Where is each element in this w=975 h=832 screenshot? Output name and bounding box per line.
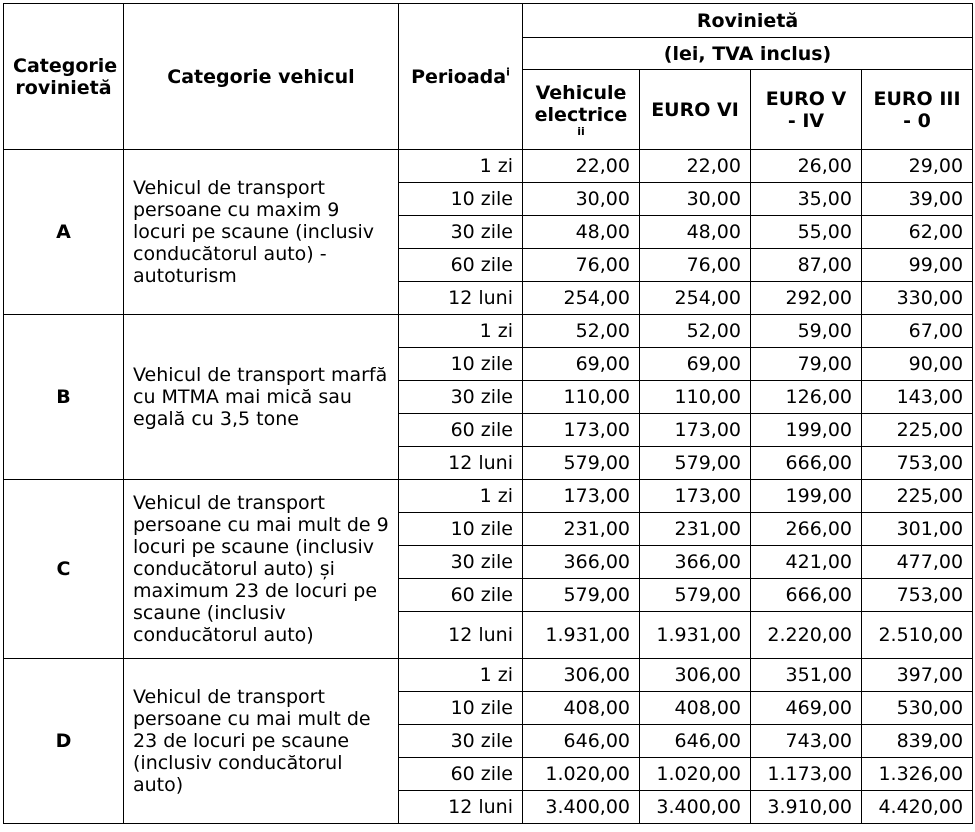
period-cell: 10 zile <box>399 183 523 216</box>
price-cell: 666,00 <box>751 579 862 612</box>
period-cell: 10 zile <box>399 513 523 546</box>
price-cell: 225,00 <box>862 480 973 513</box>
price-cell: 839,00 <box>862 725 973 758</box>
price-cell: 579,00 <box>523 579 640 612</box>
price-cell: 76,00 <box>640 249 751 282</box>
period-cell: 60 zile <box>399 758 523 791</box>
price-cell: 306,00 <box>523 659 640 692</box>
period-cell: 12 luni <box>399 612 523 659</box>
price-cell: 3.910,00 <box>751 791 862 824</box>
period-cell: 1 zi <box>399 315 523 348</box>
price-cell: 52,00 <box>523 315 640 348</box>
price-cell: 231,00 <box>523 513 640 546</box>
price-cell: 99,00 <box>862 249 973 282</box>
header-col-euro-iii-0: EURO III - 0 <box>862 70 973 150</box>
price-cell: 266,00 <box>751 513 862 546</box>
period-cell: 12 luni <box>399 447 523 480</box>
perioada-footnote-mark: i <box>506 65 510 79</box>
period-cell: 10 zile <box>399 692 523 725</box>
price-cell: 199,00 <box>751 414 862 447</box>
price-cell: 1.931,00 <box>523 612 640 659</box>
price-cell: 79,00 <box>751 348 862 381</box>
table-row <box>4 150 973 183</box>
period-cell: 30 zile <box>399 725 523 758</box>
price-cell: 753,00 <box>862 579 973 612</box>
header-col-euro-vi: EURO VI <box>640 70 751 150</box>
period-cell: 30 zile <box>399 381 523 414</box>
table-header <box>4 4 973 150</box>
header-categorie-rovinieta: Categorie rovinietă <box>4 4 124 150</box>
period-cell: 12 luni <box>399 791 523 824</box>
price-cell: 292,00 <box>751 282 862 315</box>
period-cell: 60 zile <box>399 414 523 447</box>
period-cell: 60 zile <box>399 579 523 612</box>
vehicle-description-cell: Vehicul de transport persoane cu mai mult de 9 locuri pe scaune (inclusiv conducătorul auto) și maximum 23 de locuri pe scaune (inclusiv conducătorul auto) <box>124 480 399 659</box>
price-cell: 330,00 <box>862 282 973 315</box>
price-cell: 2.220,00 <box>751 612 862 659</box>
perioada-label: Perioada <box>411 65 507 88</box>
price-cell: 26,00 <box>751 150 862 183</box>
period-cell: 1 zi <box>399 150 523 183</box>
price-cell: 87,00 <box>751 249 862 282</box>
period-cell: 1 zi <box>399 480 523 513</box>
price-cell: 254,00 <box>523 282 640 315</box>
price-cell: 366,00 <box>640 546 751 579</box>
price-cell: 469,00 <box>751 692 862 725</box>
header-col-electrice <box>523 70 640 150</box>
price-cell: 143,00 <box>862 381 973 414</box>
price-cell: 366,00 <box>523 546 640 579</box>
period-cell: 12 luni <box>399 282 523 315</box>
price-cell: 69,00 <box>523 348 640 381</box>
price-cell: 1.931,00 <box>640 612 751 659</box>
vehicle-description-cell: Vehicul de transport marfă cu MTMA mai mică sau egală cu 3,5 tone <box>124 315 399 480</box>
price-cell: 39,00 <box>862 183 973 216</box>
price-cell: 110,00 <box>523 381 640 414</box>
price-cell: 1.020,00 <box>640 758 751 791</box>
price-cell: 173,00 <box>523 480 640 513</box>
price-cell: 69,00 <box>640 348 751 381</box>
price-cell: 1.173,00 <box>751 758 862 791</box>
price-cell: 579,00 <box>640 447 751 480</box>
price-cell: 408,00 <box>523 692 640 725</box>
price-cell: 199,00 <box>751 480 862 513</box>
price-cell: 3.400,00 <box>523 791 640 824</box>
price-cell: 48,00 <box>523 216 640 249</box>
price-cell: 35,00 <box>751 183 862 216</box>
price-cell: 3.400,00 <box>640 791 751 824</box>
price-cell: 421,00 <box>751 546 862 579</box>
price-cell: 30,00 <box>523 183 640 216</box>
price-cell: 351,00 <box>751 659 862 692</box>
price-cell: 48,00 <box>640 216 751 249</box>
price-cell: 225,00 <box>862 414 973 447</box>
price-cell: 530,00 <box>862 692 973 725</box>
price-cell: 408,00 <box>640 692 751 725</box>
category-cell: A <box>4 150 124 315</box>
category-cell: C <box>4 480 124 659</box>
price-cell: 666,00 <box>751 447 862 480</box>
price-cell: 30,00 <box>640 183 751 216</box>
price-cell: 579,00 <box>640 579 751 612</box>
table-row <box>4 315 973 348</box>
price-cell: 579,00 <box>523 447 640 480</box>
price-cell: 173,00 <box>640 414 751 447</box>
price-cell: 4.420,00 <box>862 791 973 824</box>
price-cell: 173,00 <box>523 414 640 447</box>
price-cell: 110,00 <box>640 381 751 414</box>
price-cell: 173,00 <box>640 480 751 513</box>
period-cell: 30 zile <box>399 216 523 249</box>
price-cell: 67,00 <box>862 315 973 348</box>
price-cell: 55,00 <box>751 216 862 249</box>
period-cell: 60 zile <box>399 249 523 282</box>
price-cell: 254,00 <box>640 282 751 315</box>
rovinieta-tariff-table <box>3 3 973 824</box>
price-cell: 22,00 <box>640 150 751 183</box>
price-cell: 62,00 <box>862 216 973 249</box>
price-cell: 646,00 <box>523 725 640 758</box>
price-cell: 22,00 <box>523 150 640 183</box>
price-cell: 126,00 <box>751 381 862 414</box>
category-cell: D <box>4 659 124 824</box>
price-cell: 52,00 <box>640 315 751 348</box>
price-cell: 59,00 <box>751 315 862 348</box>
category-cell: B <box>4 315 124 480</box>
price-cell: 2.510,00 <box>862 612 973 659</box>
price-cell: 76,00 <box>523 249 640 282</box>
vehicle-description-cell: Vehicul de transport persoane cu mai mult de 23 de locuri pe scaune (inclusiv conducătorul auto) <box>124 659 399 824</box>
price-cell: 1.020,00 <box>523 758 640 791</box>
price-cell: 90,00 <box>862 348 973 381</box>
price-cell: 231,00 <box>640 513 751 546</box>
period-cell: 1 zi <box>399 659 523 692</box>
vehicle-description-cell: Vehicul de transport persoane cu maxim 9 locuri pe scaune (inclusiv conducătorul auto) - autoturism <box>124 150 399 315</box>
price-cell: 306,00 <box>640 659 751 692</box>
price-cell: 29,00 <box>862 150 973 183</box>
electrice-label: Vehicule electrice <box>534 81 628 126</box>
period-cell: 30 zile <box>399 546 523 579</box>
price-cell: 397,00 <box>862 659 973 692</box>
header-categorie-vehicul: Categorie vehicul <box>124 4 399 150</box>
table-body <box>4 150 973 824</box>
price-cell: 477,00 <box>862 546 973 579</box>
period-cell: 10 zile <box>399 348 523 381</box>
price-cell: 743,00 <box>751 725 862 758</box>
price-cell: 301,00 <box>862 513 973 546</box>
electrice-footnote-mark: ii <box>577 124 585 138</box>
table-row <box>4 480 973 513</box>
header-lei-tva: (lei, TVA inclus) <box>523 38 973 70</box>
header-rovinieta: Rovinietă <box>523 4 973 38</box>
price-cell: 1.326,00 <box>862 758 973 791</box>
header-perioada <box>399 4 523 150</box>
table-row <box>4 659 973 692</box>
header-col-euro-v-iv: EURO V - IV <box>751 70 862 150</box>
price-cell: 646,00 <box>640 725 751 758</box>
price-cell: 753,00 <box>862 447 973 480</box>
